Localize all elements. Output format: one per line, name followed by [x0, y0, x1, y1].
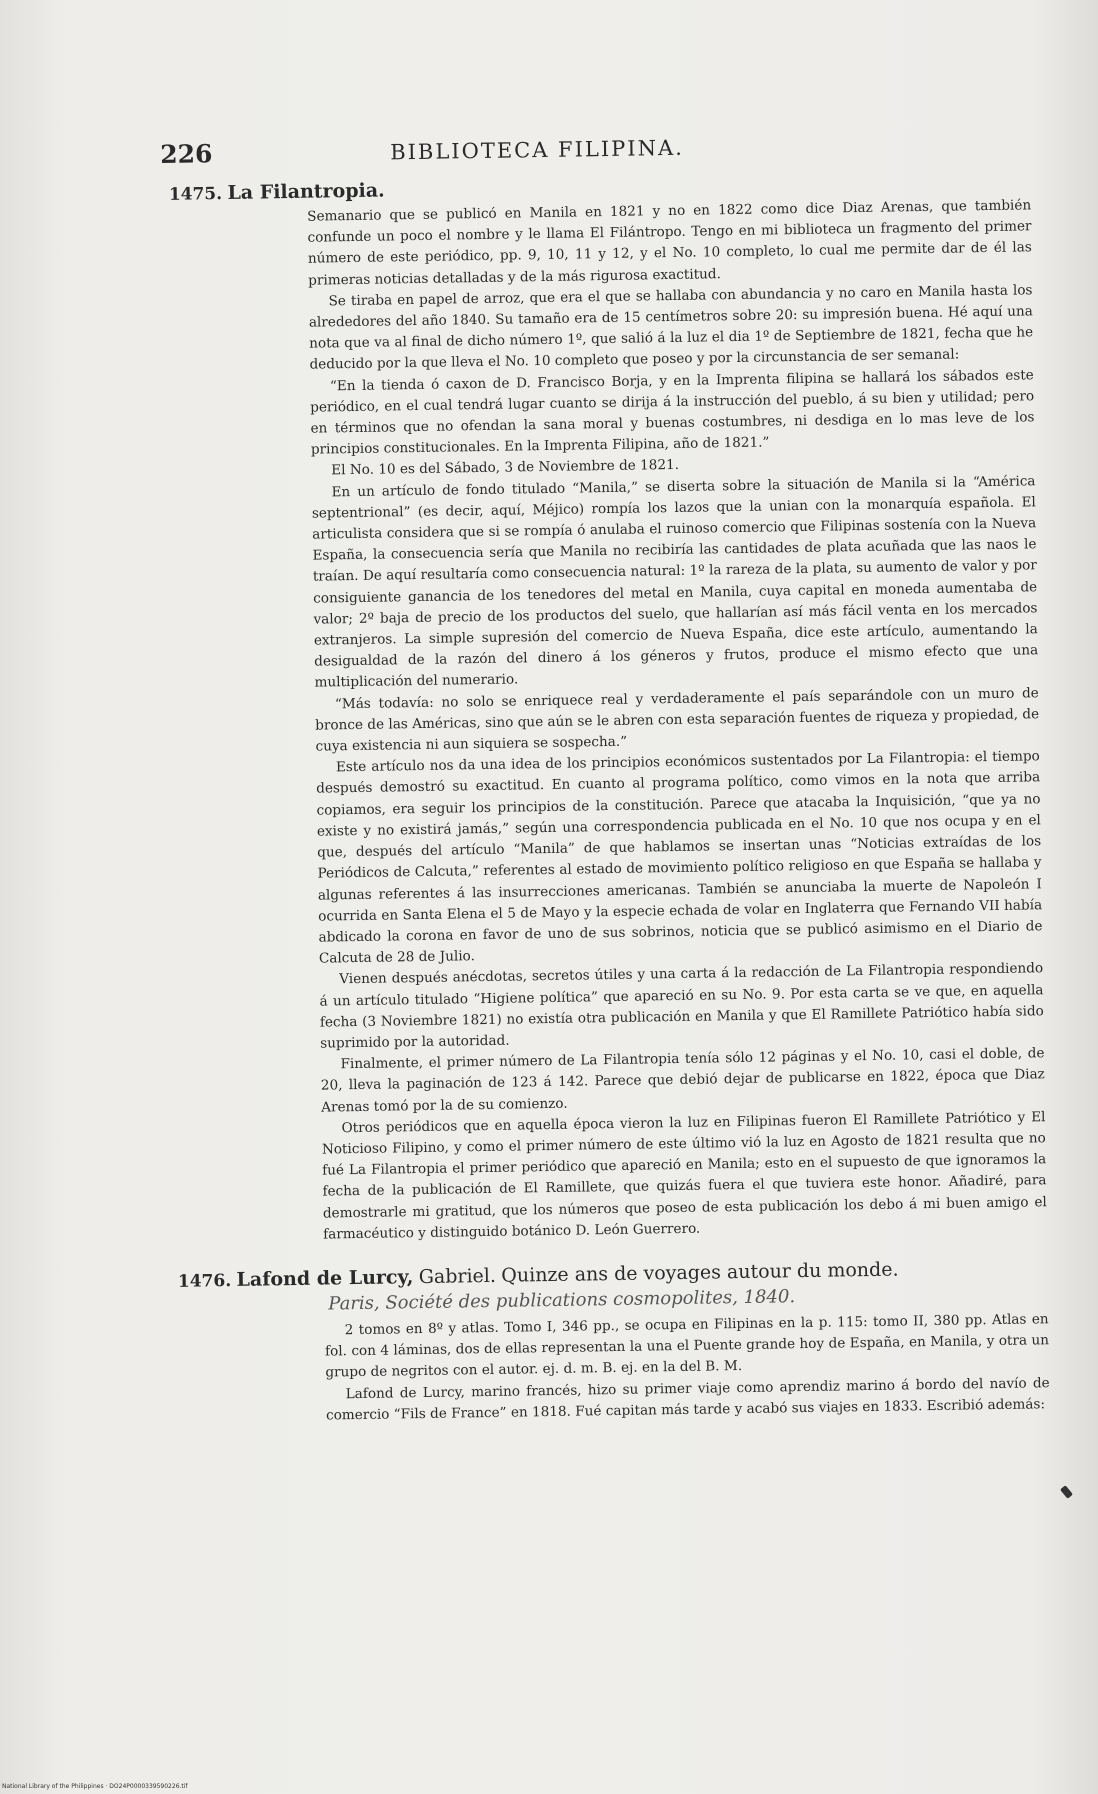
entry-imprint: Paris, Société des publications cosmopolites, 1840.: [328, 1286, 796, 1315]
running-head: [160, 126, 1030, 169]
entry-title: La Filantropia.: [227, 179, 385, 204]
quote-paragraph: “En la tienda ó caxon de D. Francisco Borja, y en la Imprenta filipina se hallará los sábados este periódico, en el cual tendrá lugar cuanto se dirija á la instrucción del pueblo, á su bien y utilidad; pero en términos que no ofendan la sana moral y buenas costumbres, ni desdiga en lo mas leve de los principios constitucionales. En la Imprenta Filipina, año de 1821.”: [310, 366, 1035, 458]
paragraph: 2 tomos en 8º y atlas. Tomo I, 346 pp., se ocupa en Filipinas en la p. 115: tomo II, 380 pp. Atlas en fol. con 4 láminas, dos de ellas representan la una el Puente grande hoy de España, en Manila, y otra un grupo de negritos con el autor. ej. d. m. B. ej. en la del B. M.: [324, 1311, 1050, 1381]
page-content: [160, 126, 1050, 1428]
paragraph: Lafond de Lurcy, marino francés, hizo su primer viaje como aprendiz marino á bordo del navío de comercio “Fils de France” en 1818. Fué capitan más tarde y acabó sus viajes en 1833. Escribió además:: [325, 1374, 1050, 1424]
entry-title: Quinze ans de voyages autour du monde.: [501, 1258, 899, 1287]
entry-number: 1475.: [168, 184, 223, 205]
entry-author: Lafond de Lurcy,: [236, 1266, 414, 1291]
running-title: BIBLIOTECA FILIPINA.: [390, 135, 685, 165]
paragraph: Finalmente, el primer número de La Filantropia tenía sólo 12 páginas y el No. 10, casi el doble, de 20, lleva la paginación de 123 á 142. Parece que debió dejar de publicarse en 1822, época que Diaz Arenas tomó por la de su comienzo.: [320, 1045, 1045, 1116]
scan-credit: National Library of the Philippines · DO24P0000339590226.tif: [2, 1783, 188, 1790]
paragraph: Otros periódicos que en aquella época vieron la luz en Filipinas fueron El Ramillete Patriótico y El Noticioso Filipino, y como el primer número de este último vió la luz en Agosto de 1821 resulta que no fué La Filantropia el primer periódico que apareció en Manila; esto en el supuesto de que ignoramos la fecha de la publicación de El Ramillete, que quizás fuera el que tuviera este honor. Añadiré, para demostrarle mi gratitud, que los números que poseo de esta publicación los debo á mi buen amigo el farmacéutico y distinguido botánico D. León Guerrero.: [321, 1108, 1047, 1243]
paragraph: Vienen después anécdotas, secretos útiles y una carta á la redacción de La Filantropia respondiendo á un artículo titulado “Higiene política” que apareció en su No. 9. Por esta carta se ve que, en aquella fecha (3 Noviembre 1821) no existía otra publicación en Manila y que El Ramillete Patriótico había sido suprimido por la autoridad.: [319, 960, 1044, 1052]
paragraph: El No. 10 es del Sábado, 3 de Noviembre de 1821.: [331, 457, 680, 479]
paragraph: En un artículo de fondo titulado “Manila,” se diserta sobre la situación de Manila si la “América septentrional” (es decir, aquí, Méjico) rompía los lazos que la unian con la monarquía española. El articulista considera que si se rompía ó anulaba el ruinoso comercio que Filipinas sostenía con la Nueva España, la consecuencia sería que Manila no recibiría las cantidades de plata acuñada que las naos le traían. De aquí resultaría como consecuencia natural: 1º la rareza de la plata, su aumento de valor y por consiguiente ganancia de los tenedores del metal en Manila, cuya capital en moneda aumentaba de valor; 2º baja de precio de los productos del suelo, que hallarían así más fácil venta en los mercados extranjeros. La simple supresión del comercio de Nueva España, dice este artículo, aumentando la desigualdad de la razón del dinero á los géneros y frutos, produce el mismo efecto que una multiplicación del numerario.: [311, 472, 1039, 692]
paragraph: Este artículo nos da una idea de los principios económicos sustentados por La Filantropia: el tiempo después demostró su exactitud. En cuanto al programa político, como vimos en la nota que arriba copiamos, era seguir los principios de la constitución. Parece que atacaba la Inquisición, “que ya no existe y no existirá jamás,” según una correspondencia publicada en el No. 10 que nos ocupa y en el que, después del artículo “Manila” de que hablamos se insertan unas “Noticias extraídas de los Periódicos de Calcuta,” referentes al estado de movimiento político religioso en que España se hallaba y algunas referentes á las insurrecciones americanas. También se anunciaba la muerte de Napoleón I ocurrida en Santa Elena el 5 de Mayo y la especie echada de volar en Inglaterra que Fernando VII había abdicado la corona en favor de uno de sus sobrinos, noticia que se publicó asimismo en el Diario de Calcuta de 28 de Julio.: [316, 748, 1043, 967]
quote-paragraph: “Más todavía: no solo se enriquece real y verdaderamente el país separándole con un muro de bronce de las Américas, sino que aún se le abren con esta separación fuentes de riqueza y propiedad, de cuya existencia ni aun siquiera se sospecha.”: [315, 684, 1040, 755]
paragraph: Semanario que se publicó en Manila en 1821 y no en 1822 como dice Diaz Arenas, que también confunde un poco el nombre y le llama El Filántropo. Tengo en mi biblioteca un fragmento del primer número de este periódico, pp. 9, 10, 11 y 12, y el No. 10 completo, lo cual me permite dar de él las primeras noticias detalladas y de la más rigurosa exactitud.: [307, 197, 1032, 289]
entry-number: 1476.: [177, 1270, 232, 1292]
entry-author-given: Gabriel.: [418, 1264, 497, 1289]
page-number: 226: [160, 139, 213, 169]
ink-mark: [1060, 1485, 1073, 1499]
entry-1476: [178, 1256, 1050, 1429]
paragraph: Se tiraba en papel de arroz, que era el que se hallaba con abundancia y no caro en Manila hasta los alrededores del año 1840. Su tamaño era de 15 centímetros sobre 20: su impresión buena. Hé aquí una nota que va al final de dicho número 1º, que salió á la luz el dia 1º de Septiembre de 1821, fecha que he deducido por la que lleva el No. 10 completo que poseo y por la circunstancia de ser semanal:: [308, 282, 1034, 374]
entry-1475: [161, 169, 1048, 1247]
